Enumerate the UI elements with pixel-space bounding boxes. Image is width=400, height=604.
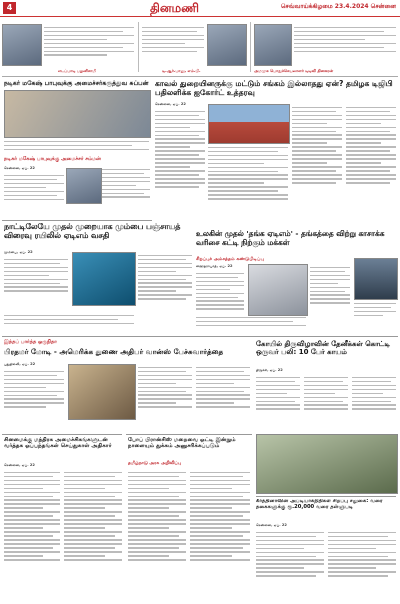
panchayat-col1 — [4, 256, 68, 312]
pm2-kicker: தமிழ்நாடு அரசு அறிவிப்பு — [128, 461, 182, 466]
pm-col4 — [196, 364, 250, 432]
top-strip — [2, 20, 398, 77]
top-mid-body — [142, 24, 204, 68]
pm2-col1 — [128, 469, 186, 601]
top-right-caption: அமமுக பொதுச்செயலாளர் டிடிவி தினகரன் — [254, 68, 334, 73]
koyambedu-col2 — [304, 374, 348, 432]
pm-kicker: இந்தப் பார்த்த ஒருநிதா — [4, 339, 57, 345]
thanga-col3 — [310, 264, 350, 332]
top-right-body — [294, 24, 396, 68]
police-dateline: சென்னை, ஏப். 22 — [155, 102, 186, 106]
court-building-photo — [208, 104, 290, 144]
cpu-subhead: நடிகர் மகேஷ் பாபுவுக்கு அமைச்சர் சம்மன் — [4, 156, 101, 162]
koyambedu-headline: கோயில் திருவிழாவின் தேனீக்கள் கொட்டி ஒருவர் பலி: 10 பேர் காயம் — [256, 340, 390, 357]
divider — [138, 22, 139, 72]
cinema-col1 — [4, 469, 60, 601]
pm-headline: பிரதமர் மோடி - அமெரிக்க துணை அதிபர் வான்ஸ் பேச்சுவார்த்தை — [4, 348, 224, 356]
pm-meeting-photo — [68, 364, 136, 420]
bees-group-photo — [256, 434, 398, 494]
panchayat-dateline: மும்பை, ஏப். 22 — [4, 250, 33, 254]
pm-dateline: புதுதில்லி, ஏப். 22 — [4, 362, 36, 366]
section-divider — [2, 336, 398, 337]
panchayat-headline: நாட்டிலேயே முதல் முறையாக மும்பை பஞ்சாயத் விரைவு ரயிலில் ஏடிஎம் வசதி — [4, 223, 181, 240]
thanga-sublabel: சிறப்புச் அம்சத்தம் கண்டுபிடிப்பு — [196, 257, 264, 262]
section-divider — [2, 434, 122, 435]
cinema-headline: சினமைக்கு மந்திரக அமைச்சிகங்களுடன் வர்த்தக ஒப்பந்தங்கள் செய்துகாள் அதிகார் — [4, 437, 112, 450]
koyambedu-col1 — [256, 374, 300, 432]
rain-dateline: சென்னை, ஏப். 22 — [256, 523, 287, 527]
meeting-photo — [4, 90, 151, 138]
page-number: 4 — [3, 2, 16, 14]
thanga-col-bottom — [196, 314, 306, 332]
divider — [250, 22, 251, 72]
top-mid-caption: டி.ஆர்.பாலு, எம்.பி. — [162, 68, 201, 73]
cpu-dateline: சென்னை, ஏப். 22 — [4, 166, 35, 170]
cpu-col2 — [102, 166, 150, 214]
atm-train-photo — [72, 252, 136, 306]
section-divider — [256, 496, 396, 497]
rain-col1 — [256, 529, 324, 601]
gold-atm-photo — [248, 264, 308, 316]
actor-photo — [66, 168, 102, 204]
police-col2 — [208, 144, 288, 228]
section-divider — [126, 434, 252, 435]
cpu-body — [4, 138, 149, 154]
pm2-headline: போப் பிரான்சிஸ் மறைவை ஒட்டி இன்றும் நாளையும் துக்கம் அனுசரிக்கப்படும் — [128, 437, 236, 450]
police-col4 — [346, 104, 396, 228]
koyambedu-col3 — [352, 374, 396, 432]
pm-col1 — [4, 368, 64, 432]
atm-machine-photo — [354, 258, 398, 300]
cpu-headline: நடிகர் மகேஷ் பாபுவுக்கு அமைச்சர்கருத்துவ சுப்பன் — [4, 80, 149, 87]
cinema-col2 — [64, 469, 122, 601]
rain-headline: கீர்த்தினாவின் அப்டியாக்நிதிகள் சிறப்பு சலுகை: வரை தகைகளுக்கு ரூ.20,000 வரை தள்ளுபடி — [256, 499, 383, 510]
section-divider — [2, 220, 152, 221]
panchayat-col3 — [138, 252, 192, 332]
top-left-caption: எடப்பாடி பழனிசாமி — [58, 68, 97, 73]
koyambedu-dateline: திருச்சி, ஏப். 22 — [256, 368, 283, 372]
panchayat-col-bottom — [4, 312, 134, 334]
pm-col3 — [138, 364, 192, 432]
thanga-col4 — [354, 300, 396, 332]
cinema-dateline: சென்னை, ஏப். 22 — [4, 463, 35, 467]
rain-col2 — [328, 529, 396, 601]
masthead: தினமணி — [150, 1, 199, 15]
pm2-col2 — [190, 469, 250, 601]
thanga-dateline: ஹைதராபாத், ஏப். 22 — [196, 264, 233, 268]
police-col3 — [292, 104, 342, 228]
thanga-headline: உலகின் முதல் 'தங்க ஏடிஎம்' - தங்கத்தை விற்று காசாக்க வரிசை கட்டி நிற்கும் மக்கள் — [196, 230, 385, 247]
header-date: செவ்வாய்க்கிழமை 23.4.2024 சென்னை — [280, 3, 396, 10]
top-left-body — [44, 24, 134, 68]
portrait-left — [2, 24, 42, 66]
portrait-middle — [207, 24, 247, 66]
police-headline: காவல் துறையினருக்கு மட்டும் சங்கம் இல்லாதது ஏன்? தமிழக டிஜிபி பதிலளிக்க ஐகோர்ட் உத்தரவு — [155, 80, 393, 97]
police-col1 — [155, 108, 205, 228]
cpu-col1 — [4, 172, 64, 214]
portrait-right — [254, 24, 292, 66]
